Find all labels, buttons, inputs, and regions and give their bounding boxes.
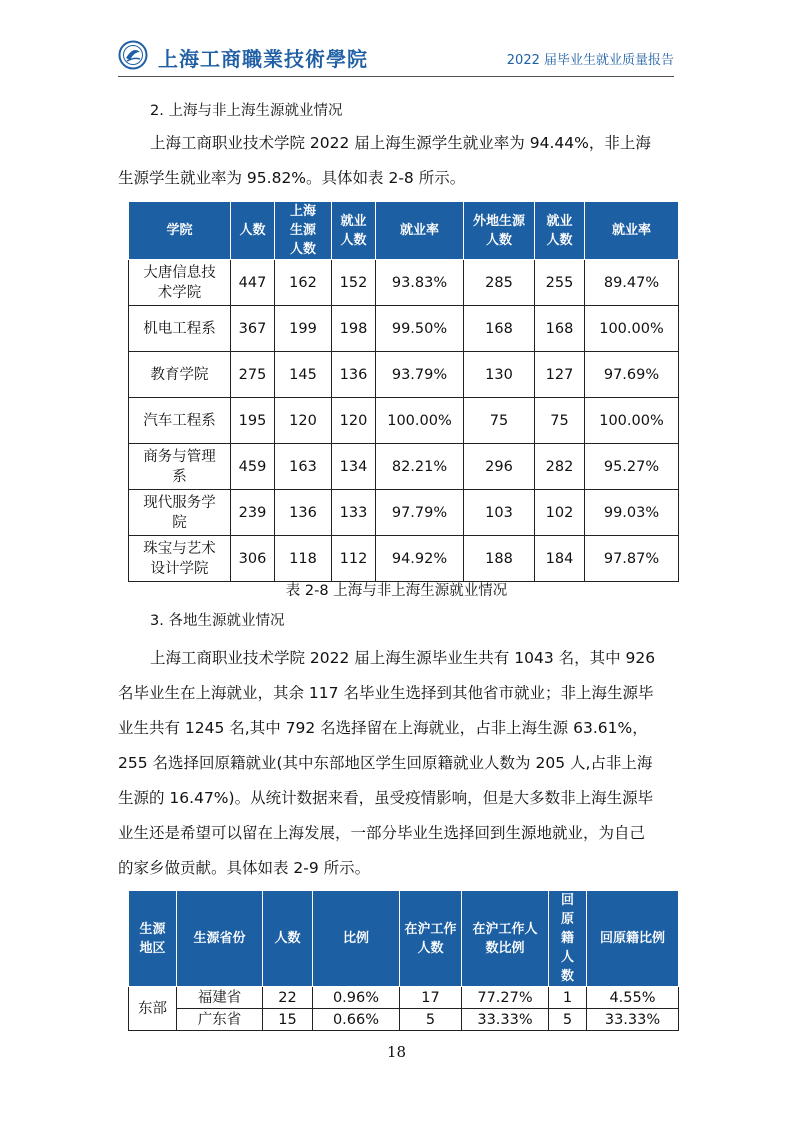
table-cell: 93.83% [376, 260, 464, 306]
table-cell: 100.00% [585, 306, 679, 352]
table-cell: 1 [549, 987, 587, 1009]
college-name-cell: 大唐信息技术学院 [129, 260, 231, 306]
paragraph-line: 生源的 16.47%)。从统计数据来看，虽受疫情影响，但是大多数非上海生源毕 [118, 789, 654, 807]
table-header-row [129, 891, 679, 987]
paragraph-line: 业生共有 1245 名,其中 792 名选择留在上海就业，占非上海生源 63.61%， [118, 719, 648, 737]
header-divider [118, 76, 674, 77]
table-cell: 99.50% [376, 306, 464, 352]
column-header: 人数 [231, 202, 275, 260]
table-cell: 95.27% [585, 444, 679, 490]
table-cell: 145 [275, 352, 332, 398]
table-cell: 136 [332, 352, 376, 398]
table-cell: 94.92% [376, 536, 464, 582]
table-caption-2-8: 表 2-8 上海与非上海生源就业情况 [285, 583, 508, 599]
table-cell: 22 [263, 987, 313, 1009]
column-header: 就业率 [376, 202, 464, 260]
column-header: 在沪工作人数 [400, 891, 462, 987]
table-cell: 136 [275, 490, 332, 536]
table-cell: 118 [275, 536, 332, 582]
paragraph-line: 255 名选择回原籍就业(其中东部地区学生回原籍就业人数为 205 人,占非上海 [118, 754, 653, 772]
table-cell: 198 [332, 306, 376, 352]
table-cell: 199 [275, 306, 332, 352]
table-cell: 134 [332, 444, 376, 490]
table-cell: 82.21% [376, 444, 464, 490]
table-row [129, 536, 679, 582]
table-cell: 112 [332, 536, 376, 582]
employment-table-2-8 [128, 201, 679, 582]
table-cell: 152 [332, 260, 376, 306]
table-cell: 100.00% [585, 398, 679, 444]
table-cell: 168 [464, 306, 535, 352]
table-cell: 282 [535, 444, 585, 490]
column-header: 生源地区 [129, 891, 177, 987]
table-cell: 5 [400, 1009, 462, 1031]
table-cell: 296 [464, 444, 535, 490]
table-cell: 306 [231, 536, 275, 582]
table-row [129, 1009, 679, 1031]
employment-table-2-9 [128, 890, 679, 1031]
table-cell: 120 [275, 398, 332, 444]
section-heading-3: 3. 各地生源就业情况 [150, 613, 285, 629]
paragraph-line: 上海工商职业技术学院 2022 届上海生源学生就业率为 94.44%，非上海 [150, 134, 651, 152]
section-heading-2: 2. 上海与非上海生源就业情况 [150, 103, 343, 119]
column-header: 外地生源人数 [464, 202, 535, 260]
table-cell: 188 [464, 536, 535, 582]
column-header: 生源省份 [177, 891, 263, 987]
table-cell: 15 [263, 1009, 313, 1031]
table-cell: 459 [231, 444, 275, 490]
college-name-cell: 商务与管理系 [129, 444, 231, 490]
table-cell: 75 [464, 398, 535, 444]
table-row [129, 398, 679, 444]
page-header [118, 40, 674, 72]
table-header-row [129, 202, 679, 260]
table-cell: 97.69% [585, 352, 679, 398]
table-cell: 133 [332, 490, 376, 536]
table-cell: 255 [535, 260, 585, 306]
school-name: 上海工商職業技術學院 [158, 47, 368, 71]
page-number: 18 [386, 1043, 407, 1061]
column-header: 在沪工作人数比例 [462, 891, 549, 987]
region-cell: 东部 [129, 987, 177, 1031]
table-row [129, 352, 679, 398]
college-name-cell: 教育学院 [129, 352, 231, 398]
school-logo-icon [118, 40, 148, 70]
college-name-cell: 汽车工程系 [129, 398, 231, 444]
college-name-cell: 珠宝与艺术设计学院 [129, 536, 231, 582]
column-header: 上海生源人数 [275, 202, 332, 260]
table-cell: 0.96% [313, 987, 400, 1009]
province-cell: 广东省 [177, 1009, 263, 1031]
table-row [129, 260, 679, 306]
college-name-cell: 现代服务学院 [129, 490, 231, 536]
college-name-cell: 机电工程系 [129, 306, 231, 352]
report-title: 2022 届毕业生就业质量报告 [506, 53, 674, 68]
table-cell: 100.00% [376, 398, 464, 444]
table-cell: 103 [464, 490, 535, 536]
table-row [129, 490, 679, 536]
table-cell: 285 [464, 260, 535, 306]
column-header: 人数 [263, 891, 313, 987]
table-cell: 162 [275, 260, 332, 306]
table-row [129, 987, 679, 1009]
table-cell: 163 [275, 444, 332, 490]
table-cell: 127 [535, 352, 585, 398]
paragraph-line: 的家乡做贡献。具体如表 2-9 所示。 [118, 859, 371, 877]
paragraph-line: 业生还是希望可以留在上海发展，一部分毕业生选择回到生源地就业，为自己 [118, 824, 646, 842]
column-header: 就业人数 [535, 202, 585, 260]
table-cell: 89.47% [585, 260, 679, 306]
paragraph-line: 上海工商职业技术学院 2022 届上海生源毕业生共有 1043 名，其中 926 [150, 649, 656, 667]
table-cell: 33.33% [587, 1009, 679, 1031]
table-cell: 97.87% [585, 536, 679, 582]
table-cell: 77.27% [462, 987, 549, 1009]
table-cell: 4.55% [587, 987, 679, 1009]
column-header: 回原籍人数 [549, 891, 587, 987]
paragraph-line: 生源学生就业率为 95.82%。具体如表 2-8 所示。 [118, 169, 466, 187]
table-cell: 130 [464, 352, 535, 398]
column-header: 回原籍比例 [587, 891, 679, 987]
table-cell: 102 [535, 490, 585, 536]
column-header: 就业人数 [332, 202, 376, 260]
table-cell: 120 [332, 398, 376, 444]
column-header: 学院 [129, 202, 231, 260]
column-header: 比例 [313, 891, 400, 987]
province-cell: 福建省 [177, 987, 263, 1009]
table-row [129, 444, 679, 490]
table-cell: 17 [400, 987, 462, 1009]
column-header: 就业率 [585, 202, 679, 260]
table-cell: 99.03% [585, 490, 679, 536]
table-cell: 275 [231, 352, 275, 398]
table-row [129, 306, 679, 352]
table-cell: 0.66% [313, 1009, 400, 1031]
table-cell: 168 [535, 306, 585, 352]
table-cell: 447 [231, 260, 275, 306]
table-cell: 75 [535, 398, 585, 444]
table-cell: 5 [549, 1009, 587, 1031]
table-cell: 239 [231, 490, 275, 536]
table-cell: 33.33% [462, 1009, 549, 1031]
table-cell: 184 [535, 536, 585, 582]
table-cell: 93.79% [376, 352, 464, 398]
paragraph-line: 名毕业生在上海就业，其余 117 名毕业生选择到其他省市就业；非上海生源毕 [118, 684, 654, 702]
table-cell: 367 [231, 306, 275, 352]
table-cell: 195 [231, 398, 275, 444]
table-cell: 97.79% [376, 490, 464, 536]
